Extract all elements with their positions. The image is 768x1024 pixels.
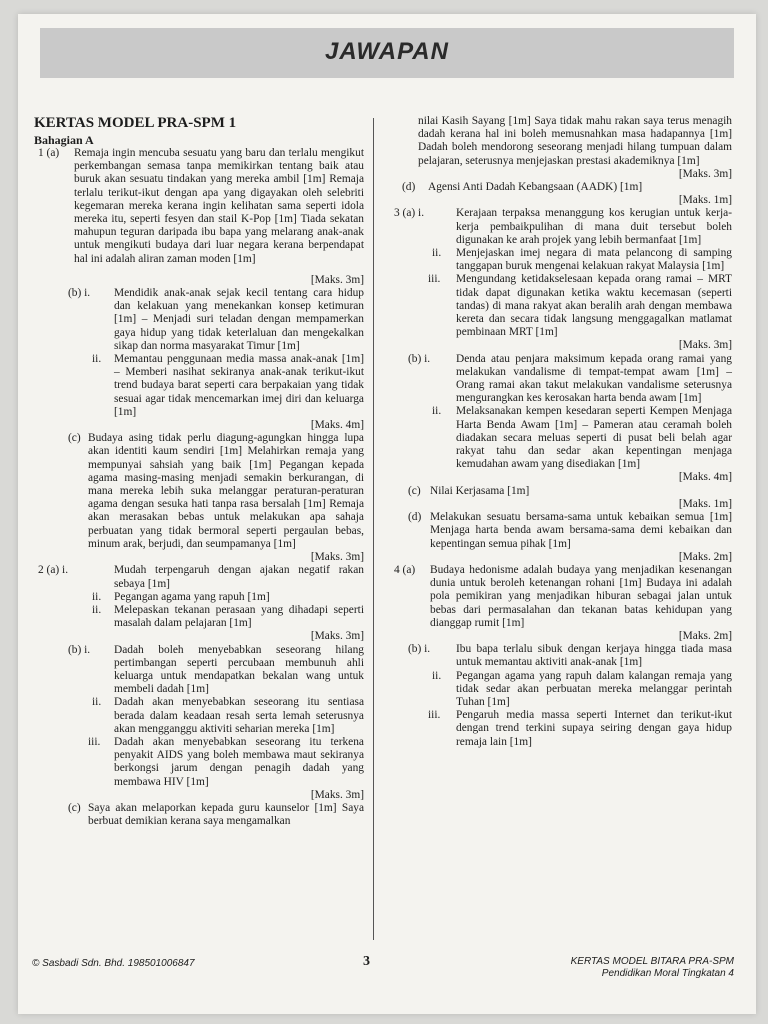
answer-3b-ii <box>394 405 732 471</box>
answer-2a-i <box>34 564 364 590</box>
marks-label: [Maks. 3m] <box>310 630 364 643</box>
left-column <box>34 115 364 828</box>
section-title: Bahagian A <box>34 133 94 147</box>
answer-1b-ii <box>34 353 364 419</box>
answer-text: nilai Kasih Sayang [1m] Saya tidak mahu rakan saya terus menagih dadah kerana hal ini boleh memusnahkan masa hadapannya [1m] Dadah boleh mendorong seseorang menjadi hilang tumpuan dalam pelajaran, seterusnya menjejaskan prestasi akademiknya [1m] <box>418 115 732 167</box>
copyright-notice: © Sasbadi Sdn. Bhd. 198501006847 <box>32 958 195 969</box>
question-number: iii. <box>88 735 101 748</box>
marks-label: [Maks. 2m] <box>678 550 732 563</box>
answer-text: Kerajaan terpaksa menanggung kos kerugian untuk kerja-kerja pembaikpulihan di mana duit tersebut boleh digunakan ke arah projek yang lebih bermanfaat [1m] <box>456 207 732 246</box>
question-number: ii. <box>432 669 442 682</box>
question-number: ii. <box>92 590 102 603</box>
answer-2b-iii <box>34 736 364 789</box>
marks-label: [Maks. 1m] <box>678 497 732 510</box>
answer-1c <box>34 432 364 551</box>
answer-text: Dadah akan menyebabkan seseorang itu terkena penyakit AIDS yang boleh membawa maut sekiranya berkongsi jarum dengan penagih dadah yang membawa HIV [1m] <box>114 735 364 788</box>
answer-3a-iii <box>394 273 732 339</box>
marks-label: [Maks. 1m] <box>678 194 732 207</box>
answer-text: Nilai Kerjasama [1m] <box>430 484 530 497</box>
question-number: iii. <box>428 273 441 286</box>
marks-label: [Maks. 3m] <box>310 788 364 801</box>
answer-1b-i <box>34 287 364 353</box>
question-number: (d) <box>408 511 422 524</box>
answer-text: Mendidik anak-anak sejak kecil tentang cara hidup dan kelakuan yang menekankan konsep ketimuran [1m] – Menjadi suri teladan dengan mempamerkan gaya hidup yang tidak keterlaluan dan mengekalkan sikap dan norma masyarakat Timur [1m] <box>114 287 364 352</box>
question-number: (c) <box>68 432 81 445</box>
marks-label: [Maks. 3m] <box>310 273 364 286</box>
answer-text: Budaya hedonisme adalah budaya yang menjadikan kesenangan dunia untuk beroleh ketenangan rohani [1m] Budaya ini adalah pola pemikiran yang menjadikan hiburan sebagai jalan untuk bebas dari permasalahan dan tekanan batas kehidupan yang dianggap rumit [1m] <box>430 563 732 629</box>
answer-2d <box>394 181 732 194</box>
answer-1a <box>34 147 364 266</box>
answer-3a-i <box>394 207 732 247</box>
answer-4b-ii <box>394 670 732 710</box>
answer-text: Remaja ingin mencuba sesuatu yang baru dan terlalu mengikut perkembangan semasa tanpa memikirkan tentang baik atau buruk akan sesuatu tindakan yang mereka ambil [1m] Remaja terlalu terikut-ikut dengan apa yang digayakan oleh selebriti kegemaran mereka kerana ingin kelihatan sama seperti idola mereka itu, seperti fesyen dan stail K-Pop [1m] Tiada sekatan mahupun teguran daripada ibu bapa yang melarang anak-anak untuk mengikuti budaya dari luar negara kerana berpendapat hal ini adalah aliran zaman moden [1m] <box>74 147 364 265</box>
answer-2b-i <box>34 644 364 697</box>
question-number: iii. <box>428 709 441 722</box>
answer-text: Pegangan agama yang rapuh dalam kalangan remaja yang tidak sedar akan perbuatan mereka melanggar perintah Tuhan [1m] <box>456 669 732 708</box>
answer-3b-i <box>394 353 732 406</box>
answer-text: Pengaruh media massa seperti Internet dan terikut-ikut dengan trend terkini supaya seiring dengan gaya hidup remaja lain [1m] <box>456 709 732 748</box>
footer-book-info <box>571 956 734 980</box>
answer-2a-ii <box>34 591 364 604</box>
question-number: (b) i. <box>68 643 91 656</box>
page-title: JAWAPAN <box>325 38 449 65</box>
answer-3c <box>394 485 732 498</box>
question-number: ii. <box>432 247 442 260</box>
subject-title: Pendidikan Moral Tingkatan 4 <box>601 968 734 979</box>
question-number: ii. <box>432 405 442 418</box>
answer-4a <box>394 564 732 630</box>
answer-2b-ii <box>34 696 364 736</box>
answer-text: Pegangan agama yang rapuh [1m] <box>114 590 270 603</box>
answer-text: Melepaskan tekanan perasaan yang dihadapi seperti masalah dalam pelajaran [1m] <box>114 603 364 630</box>
page-number: 3 <box>363 954 370 969</box>
question-number: 3 (a) i. <box>394 207 425 220</box>
answer-text: Dadah akan menyebabkan seseorang itu sentiasa berada dalam keadaan resah serta lemah seterusnya akan mengganggu aktiviti seharian mereka [1m] <box>114 696 364 735</box>
question-number: 1 (a) <box>38 147 60 159</box>
answer-text: Mudah terpengaruh dengan ajakan negatif rakan sebaya [1m] <box>114 564 364 590</box>
header-banner <box>40 28 734 78</box>
question-number: ii. <box>92 353 102 366</box>
marks-label: [Maks. 3m] <box>678 167 732 180</box>
answer-text: Dadah boleh menyebabkan seseorang hilang pertimbangan seperti percubaan membunuh ahli keluarga untuk mendapatkan bekalan wang untuk membeli dadah [1m] <box>114 643 364 696</box>
marks-label: [Maks. 2m] <box>678 629 732 642</box>
marks-label: [Maks. 4m] <box>310 419 364 432</box>
question-number: (b) i. <box>68 287 91 300</box>
question-number: (d) <box>402 181 416 194</box>
answer-text: Denda atau penjara maksimum kepada orang ramai yang melakukan vandalisme di tempat-tempat awam [1m] – Orang ramai akan takut melakukan vandalisme seterusnya mengurangkan kes kerosakan harta benda awam [1m] <box>456 352 732 405</box>
answer-2c <box>34 802 364 828</box>
marks-label: [Maks. 3m] <box>310 551 364 564</box>
question-number: (b) i. <box>408 643 431 656</box>
answer-2c-continued <box>394 115 732 168</box>
answer-text: Melaksanakan kempen kesedaran seperti Kempen Menjaga Harta Benda Awam [1m] – Pameran atau ceramah boleh diadakan secara meluas seperti di pusat beli belah agar rakyat tahu dan sedar akan kepentingan menjaga kemudahan awam yang disediakan [1m] <box>456 405 732 471</box>
answer-text: Budaya asing tidak perlu diagung-agungkan hingga lupa akan identiti kaum sendiri [1m] Melahirkan remaja yang mempunyai sahsiah yang baik [1m] Pegangan kepada agama masing-masing menjadi semakin berkurangan, di mana mereka lebih suka melanggar peraturan-peraturan agama dengan sesuka hati tanpa rasa bersalah [1m] Remaja akan merasakan bebas untuk melakukan apa sahaja perbuatan yang tidak bermoral seperti pergaulan bebas, minum arak, berjudi, dan seumpamanya [1m] <box>88 432 364 550</box>
answer-4b-iii <box>394 709 732 749</box>
answer-text: Ibu bapa terlalu sibuk dengan kerjaya hingga tiada masa untuk memantau aktiviti anak-anak [1m] <box>456 643 732 669</box>
book-title: KERTAS MODEL BITARA PRA-SPM <box>570 956 734 967</box>
answer-2a-iii <box>34 604 364 630</box>
question-number: (c) <box>408 484 421 497</box>
column-divider <box>373 118 374 940</box>
answer-text: Menjejaskan imej negara di mata pelancong di samping tanggapan buruk mengenai kelakuan rakyat Malaysia [1m] <box>456 247 732 273</box>
answer-text: Melakukan sesuatu bersama-sama untuk kebaikan semua [1m] Menjaga harta benda awam bersama-sama demi kebaikan dan kepentingan semua pihak [1m] <box>430 511 732 550</box>
marks-label: [Maks. 3m] <box>678 339 732 352</box>
answer-text: Agensi Anti Dadah Kebangsaan (AADK) [1m] <box>428 181 643 194</box>
question-number: 2 (a) i. <box>38 564 69 577</box>
answer-text: Mengundang ketidakselesaan kepada orang ramai – MRT tidak dapat digunakan ketika waktu kecemasan (seperti tandas) di mana rakyat akan beralih arah dengan membawa kereta dan secara tidak langsung menggagalkan matlamat pembinaan MRT [1m] <box>456 273 732 339</box>
question-number: (c) <box>68 801 81 814</box>
question-number: 4 (a) <box>394 563 416 576</box>
right-column <box>394 115 732 749</box>
answer-text: Memantau penggunaan media massa anak-anak [1m] – Memberi nasihat sekiranya anak-anak terikut-ikut trend budaya barat seperti cara berpakaian yang tidak sesuai agar tidak mencemarkan imej diri dan keluarga [1m] <box>114 353 364 418</box>
paper-title: KERTAS MODEL PRA-SPM 1 <box>34 115 237 131</box>
answer-3a-ii <box>394 247 732 273</box>
question-number: ii. <box>92 603 102 616</box>
answer-page <box>18 14 756 1014</box>
answer-3d <box>394 511 732 551</box>
question-number: ii. <box>92 696 102 709</box>
answer-text: Saya akan melaporkan kepada guru kaunselor [1m] Saya berbuat demikian kerana saya mengamalkan <box>88 801 364 828</box>
marks-label: [Maks. 4m] <box>678 471 732 484</box>
question-number: (b) i. <box>408 352 431 365</box>
answer-4b-i <box>394 643 732 669</box>
